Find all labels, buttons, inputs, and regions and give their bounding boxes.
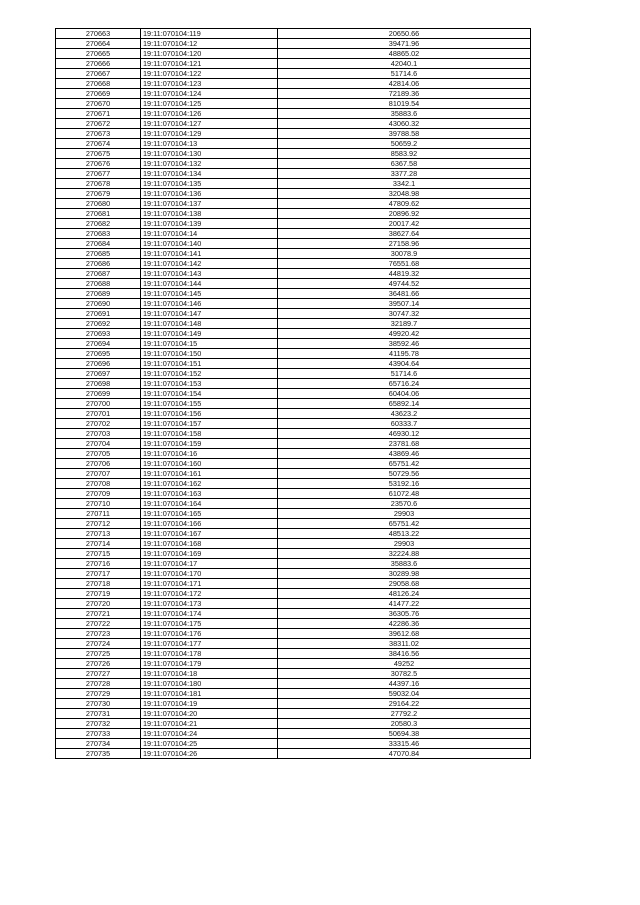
row-number-cell: 270678 <box>56 179 141 189</box>
cadastral-number-cell: 19:11:070104:145 <box>141 289 278 299</box>
row-number-cell: 270667 <box>56 69 141 79</box>
cadastral-number-cell: 19:11:070104:127 <box>141 119 278 129</box>
row-number-cell: 270697 <box>56 369 141 379</box>
table-row <box>56 249 531 259</box>
cadastral-number-cell: 19:11:070104:166 <box>141 519 278 529</box>
table-row <box>56 579 531 589</box>
value-cell: 42040.1 <box>278 59 531 69</box>
cadastral-number-cell: 19:11:070104:163 <box>141 489 278 499</box>
value-cell: 38592.46 <box>278 339 531 349</box>
table-row <box>56 559 531 569</box>
value-cell: 53192.16 <box>278 479 531 489</box>
value-cell: 29903 <box>278 539 531 549</box>
cadastral-number-cell: 19:11:070104:157 <box>141 419 278 429</box>
table-row <box>56 739 531 749</box>
value-cell: 46930.12 <box>278 429 531 439</box>
row-number-cell: 270684 <box>56 239 141 249</box>
cadastral-number-cell: 19:11:070104:141 <box>141 249 278 259</box>
row-number-cell: 270679 <box>56 189 141 199</box>
cadastral-number-cell: 19:11:070104:12 <box>141 39 278 49</box>
row-number-cell: 270693 <box>56 329 141 339</box>
value-cell: 44397.16 <box>278 679 531 689</box>
table-row <box>56 259 531 269</box>
cadastral-number-cell: 19:11:070104:148 <box>141 319 278 329</box>
value-cell: 38627.64 <box>278 229 531 239</box>
table-row <box>56 189 531 199</box>
cadastral-number-cell: 19:11:070104:136 <box>141 189 278 199</box>
cadastral-number-cell: 19:11:070104:159 <box>141 439 278 449</box>
value-cell: 51714.6 <box>278 69 531 79</box>
cadastral-number-cell: 19:11:070104:122 <box>141 69 278 79</box>
cadastral-number-cell: 19:11:070104:151 <box>141 359 278 369</box>
value-cell: 32048.98 <box>278 189 531 199</box>
table-row <box>56 369 531 379</box>
value-cell: 41195.78 <box>278 349 531 359</box>
table-row <box>56 219 531 229</box>
row-number-cell: 270715 <box>56 549 141 559</box>
table-row <box>56 419 531 429</box>
cadastral-number-cell: 19:11:070104:24 <box>141 729 278 739</box>
row-number-cell: 270730 <box>56 699 141 709</box>
row-number-cell: 270714 <box>56 539 141 549</box>
value-cell: 49744.52 <box>278 279 531 289</box>
row-number-cell: 270704 <box>56 439 141 449</box>
value-cell: 20896.92 <box>278 209 531 219</box>
row-number-cell: 270672 <box>56 119 141 129</box>
row-number-cell: 270671 <box>56 109 141 119</box>
table-row <box>56 639 531 649</box>
value-cell: 20580.3 <box>278 719 531 729</box>
table-row <box>56 349 531 359</box>
row-number-cell: 270687 <box>56 269 141 279</box>
row-number-cell: 270718 <box>56 579 141 589</box>
value-cell: 30782.5 <box>278 669 531 679</box>
cadastral-number-cell: 19:11:070104:169 <box>141 549 278 559</box>
row-number-cell: 270694 <box>56 339 141 349</box>
table-row <box>56 149 531 159</box>
cadastral-number-cell: 19:11:070104:13 <box>141 139 278 149</box>
row-number-cell: 270676 <box>56 159 141 169</box>
row-number-cell: 270712 <box>56 519 141 529</box>
cadastral-number-cell: 19:11:070104:132 <box>141 159 278 169</box>
cadastral-number-cell: 19:11:070104:140 <box>141 239 278 249</box>
row-number-cell: 270724 <box>56 639 141 649</box>
value-cell: 29164.22 <box>278 699 531 709</box>
table-row <box>56 709 531 719</box>
row-number-cell: 270670 <box>56 99 141 109</box>
cadastral-number-cell: 19:11:070104:124 <box>141 89 278 99</box>
value-cell: 59032.04 <box>278 689 531 699</box>
table-row <box>56 89 531 99</box>
cadastral-number-cell: 19:11:070104:181 <box>141 689 278 699</box>
value-cell: 48513.22 <box>278 529 531 539</box>
table-row <box>56 479 531 489</box>
table-row <box>56 389 531 399</box>
table-row <box>56 269 531 279</box>
table-row <box>56 519 531 529</box>
row-number-cell: 270688 <box>56 279 141 289</box>
row-number-cell: 270719 <box>56 589 141 599</box>
table-row <box>56 379 531 389</box>
table-body <box>56 29 531 759</box>
value-cell: 43060.32 <box>278 119 531 129</box>
cadastral-number-cell: 19:11:070104:155 <box>141 399 278 409</box>
table-row <box>56 449 531 459</box>
value-cell: 41477.22 <box>278 599 531 609</box>
row-number-cell: 270723 <box>56 629 141 639</box>
table-row <box>56 119 531 129</box>
table-row <box>56 569 531 579</box>
cadastral-number-cell: 19:11:070104:175 <box>141 619 278 629</box>
value-cell: 27158.96 <box>278 239 531 249</box>
value-cell: 29903 <box>278 509 531 519</box>
table-row <box>56 399 531 409</box>
row-number-cell: 270683 <box>56 229 141 239</box>
cadastral-number-cell: 19:11:070104:153 <box>141 379 278 389</box>
row-number-cell: 270727 <box>56 669 141 679</box>
row-number-cell: 270733 <box>56 729 141 739</box>
cadastral-number-cell: 19:11:070104:154 <box>141 389 278 399</box>
table-row <box>56 299 531 309</box>
row-number-cell: 270735 <box>56 749 141 759</box>
cadastral-number-cell: 19:11:070104:18 <box>141 669 278 679</box>
table-row <box>56 199 531 209</box>
row-number-cell: 270698 <box>56 379 141 389</box>
table-row <box>56 659 531 669</box>
cadastral-number-cell: 19:11:070104:135 <box>141 179 278 189</box>
value-cell: 48126.24 <box>278 589 531 599</box>
table-row <box>56 589 531 599</box>
cadastral-number-cell: 19:11:070104:17 <box>141 559 278 569</box>
table-row <box>56 699 531 709</box>
table-row <box>56 649 531 659</box>
value-cell: 36305.76 <box>278 609 531 619</box>
table-row <box>56 129 531 139</box>
value-cell: 72189.36 <box>278 89 531 99</box>
value-cell: 20650.66 <box>278 29 531 39</box>
row-number-cell: 270668 <box>56 79 141 89</box>
cadastral-number-cell: 19:11:070104:174 <box>141 609 278 619</box>
cadastral-number-cell: 19:11:070104:167 <box>141 529 278 539</box>
cadastral-number-cell: 19:11:070104:14 <box>141 229 278 239</box>
row-number-cell: 270673 <box>56 129 141 139</box>
table-row <box>56 689 531 699</box>
cadastral-number-cell: 19:11:070104:152 <box>141 369 278 379</box>
cadastral-number-cell: 19:11:070104:150 <box>141 349 278 359</box>
cadastral-number-cell: 19:11:070104:125 <box>141 99 278 109</box>
table-row <box>56 429 531 439</box>
value-cell: 39788.58 <box>278 129 531 139</box>
cadastral-number-cell: 19:11:070104:139 <box>141 219 278 229</box>
row-number-cell: 270689 <box>56 289 141 299</box>
value-cell: 49920.42 <box>278 329 531 339</box>
table-row <box>56 109 531 119</box>
table-row <box>56 509 531 519</box>
value-cell: 49252 <box>278 659 531 669</box>
table-row <box>56 209 531 219</box>
value-cell: 35883.6 <box>278 559 531 569</box>
table-row <box>56 489 531 499</box>
value-cell: 38311.02 <box>278 639 531 649</box>
table-row <box>56 309 531 319</box>
table-row <box>56 549 531 559</box>
cadastral-number-cell: 19:11:070104:21 <box>141 719 278 729</box>
row-number-cell: 270713 <box>56 529 141 539</box>
value-cell: 36481.66 <box>278 289 531 299</box>
table-row <box>56 619 531 629</box>
row-number-cell: 270700 <box>56 399 141 409</box>
value-cell: 44819.32 <box>278 269 531 279</box>
table-row <box>56 459 531 469</box>
cadastral-number-cell: 19:11:070104:134 <box>141 169 278 179</box>
value-cell: 42286.36 <box>278 619 531 629</box>
cadastral-number-cell: 19:11:070104:164 <box>141 499 278 509</box>
cadastral-number-cell: 19:11:070104:129 <box>141 129 278 139</box>
row-number-cell: 270690 <box>56 299 141 309</box>
cadastral-number-cell: 19:11:070104:177 <box>141 639 278 649</box>
row-number-cell: 270674 <box>56 139 141 149</box>
row-number-cell: 270734 <box>56 739 141 749</box>
row-number-cell: 270731 <box>56 709 141 719</box>
table-row <box>56 289 531 299</box>
row-number-cell: 270675 <box>56 149 141 159</box>
value-cell: 39612.68 <box>278 629 531 639</box>
row-number-cell: 270691 <box>56 309 141 319</box>
table-row <box>56 139 531 149</box>
table-row <box>56 729 531 739</box>
row-number-cell: 270709 <box>56 489 141 499</box>
cadastral-number-cell: 19:11:070104:25 <box>141 739 278 749</box>
value-cell: 33315.46 <box>278 739 531 749</box>
value-cell: 39507.14 <box>278 299 531 309</box>
row-number-cell: 270708 <box>56 479 141 489</box>
cadastral-number-cell: 19:11:070104:120 <box>141 49 278 59</box>
table-row <box>56 179 531 189</box>
value-cell: 61072.48 <box>278 489 531 499</box>
table-row <box>56 629 531 639</box>
table-row <box>56 539 531 549</box>
table-row <box>56 529 531 539</box>
table-row <box>56 169 531 179</box>
cadastral-number-cell: 19:11:070104:126 <box>141 109 278 119</box>
value-cell: 35883.6 <box>278 109 531 119</box>
cadastral-number-cell: 19:11:070104:121 <box>141 59 278 69</box>
row-number-cell: 270707 <box>56 469 141 479</box>
value-cell: 60333.7 <box>278 419 531 429</box>
cadastral-number-cell: 19:11:070104:143 <box>141 269 278 279</box>
table-row <box>56 409 531 419</box>
value-cell: 32224.88 <box>278 549 531 559</box>
row-number-cell: 270665 <box>56 49 141 59</box>
row-number-cell: 270677 <box>56 169 141 179</box>
table-row <box>56 749 531 759</box>
row-number-cell: 270706 <box>56 459 141 469</box>
value-cell: 65751.42 <box>278 459 531 469</box>
value-cell: 27792.2 <box>278 709 531 719</box>
row-number-cell: 270705 <box>56 449 141 459</box>
value-cell: 23781.68 <box>278 439 531 449</box>
data-table <box>55 28 531 759</box>
value-cell: 47809.62 <box>278 199 531 209</box>
row-number-cell: 270686 <box>56 259 141 269</box>
value-cell: 43904.64 <box>278 359 531 369</box>
cadastral-number-cell: 19:11:070104:119 <box>141 29 278 39</box>
cadastral-number-cell: 19:11:070104:15 <box>141 339 278 349</box>
cadastral-number-cell: 19:11:070104:180 <box>141 679 278 689</box>
cadastral-number-cell: 19:11:070104:170 <box>141 569 278 579</box>
cadastral-number-cell: 19:11:070104:168 <box>141 539 278 549</box>
value-cell: 81019.54 <box>278 99 531 109</box>
cadastral-number-cell: 19:11:070104:144 <box>141 279 278 289</box>
cadastral-number-cell: 19:11:070104:176 <box>141 629 278 639</box>
cadastral-number-cell: 19:11:070104:16 <box>141 449 278 459</box>
value-cell: 30747.32 <box>278 309 531 319</box>
table-row <box>56 49 531 59</box>
row-number-cell: 270728 <box>56 679 141 689</box>
value-cell: 76551.68 <box>278 259 531 269</box>
value-cell: 43623.2 <box>278 409 531 419</box>
table-row <box>56 279 531 289</box>
row-number-cell: 270726 <box>56 659 141 669</box>
cadastral-number-cell: 19:11:070104:123 <box>141 79 278 89</box>
cadastral-number-cell: 19:11:070104:158 <box>141 429 278 439</box>
table-row <box>56 99 531 109</box>
value-cell: 30078.9 <box>278 249 531 259</box>
table-row <box>56 669 531 679</box>
value-cell: 60404.06 <box>278 389 531 399</box>
value-cell: 65751.42 <box>278 519 531 529</box>
row-number-cell: 270680 <box>56 199 141 209</box>
cadastral-number-cell: 19:11:070104:171 <box>141 579 278 589</box>
table-row <box>56 39 531 49</box>
value-cell: 6367.58 <box>278 159 531 169</box>
table-row <box>56 339 531 349</box>
row-number-cell: 270699 <box>56 389 141 399</box>
value-cell: 3342.1 <box>278 179 531 189</box>
table-row <box>56 719 531 729</box>
value-cell: 43869.46 <box>278 449 531 459</box>
table-row <box>56 439 531 449</box>
table-row <box>56 499 531 509</box>
table-row <box>56 359 531 369</box>
cadastral-number-cell: 19:11:070104:147 <box>141 309 278 319</box>
value-cell: 20017.42 <box>278 219 531 229</box>
value-cell: 47070.84 <box>278 749 531 759</box>
row-number-cell: 270685 <box>56 249 141 259</box>
cadastral-number-cell: 19:11:070104:178 <box>141 649 278 659</box>
row-number-cell: 270732 <box>56 719 141 729</box>
value-cell: 38416.56 <box>278 649 531 659</box>
cadastral-number-cell: 19:11:070104:130 <box>141 149 278 159</box>
row-number-cell: 270666 <box>56 59 141 69</box>
cadastral-number-cell: 19:11:070104:142 <box>141 259 278 269</box>
table-row <box>56 159 531 169</box>
value-cell: 29058.68 <box>278 579 531 589</box>
cadastral-number-cell: 19:11:070104:137 <box>141 199 278 209</box>
cadastral-number-cell: 19:11:070104:156 <box>141 409 278 419</box>
cadastral-number-cell: 19:11:070104:179 <box>141 659 278 669</box>
table-row <box>56 679 531 689</box>
cadastral-number-cell: 19:11:070104:138 <box>141 209 278 219</box>
row-number-cell: 270722 <box>56 619 141 629</box>
row-number-cell: 270701 <box>56 409 141 419</box>
table-row <box>56 599 531 609</box>
table-row <box>56 609 531 619</box>
table-row <box>56 69 531 79</box>
cadastral-number-cell: 19:11:070104:173 <box>141 599 278 609</box>
table-row <box>56 79 531 89</box>
value-cell: 30289.98 <box>278 569 531 579</box>
table-row <box>56 469 531 479</box>
row-number-cell: 270664 <box>56 39 141 49</box>
row-number-cell: 270669 <box>56 89 141 99</box>
row-number-cell: 270717 <box>56 569 141 579</box>
value-cell: 65892.14 <box>278 399 531 409</box>
row-number-cell: 270725 <box>56 649 141 659</box>
row-number-cell: 270692 <box>56 319 141 329</box>
value-cell: 50694.38 <box>278 729 531 739</box>
table-row <box>56 319 531 329</box>
table-row <box>56 239 531 249</box>
row-number-cell: 270721 <box>56 609 141 619</box>
row-number-cell: 270663 <box>56 29 141 39</box>
value-cell: 3377.28 <box>278 169 531 179</box>
value-cell: 65716.24 <box>278 379 531 389</box>
row-number-cell: 270729 <box>56 689 141 699</box>
row-number-cell: 270702 <box>56 419 141 429</box>
cadastral-number-cell: 19:11:070104:172 <box>141 589 278 599</box>
row-number-cell: 270696 <box>56 359 141 369</box>
value-cell: 50729.56 <box>278 469 531 479</box>
row-number-cell: 270710 <box>56 499 141 509</box>
value-cell: 32189.7 <box>278 319 531 329</box>
value-cell: 23570.6 <box>278 499 531 509</box>
cadastral-number-cell: 19:11:070104:165 <box>141 509 278 519</box>
table-row <box>56 329 531 339</box>
row-number-cell: 270695 <box>56 349 141 359</box>
value-cell: 39471.96 <box>278 39 531 49</box>
table-row <box>56 29 531 39</box>
value-cell: 42814.06 <box>278 79 531 89</box>
row-number-cell: 270703 <box>56 429 141 439</box>
cadastral-number-cell: 19:11:070104:161 <box>141 469 278 479</box>
cadastral-number-cell: 19:11:070104:162 <box>141 479 278 489</box>
value-cell: 51714.6 <box>278 369 531 379</box>
table-row <box>56 229 531 239</box>
value-cell: 50659.2 <box>278 139 531 149</box>
table-row <box>56 59 531 69</box>
cadastral-number-cell: 19:11:070104:20 <box>141 709 278 719</box>
row-number-cell: 270716 <box>56 559 141 569</box>
row-number-cell: 270682 <box>56 219 141 229</box>
row-number-cell: 270681 <box>56 209 141 219</box>
cadastral-number-cell: 19:11:070104:146 <box>141 299 278 309</box>
cadastral-number-cell: 19:11:070104:160 <box>141 459 278 469</box>
value-cell: 48865.02 <box>278 49 531 59</box>
row-number-cell: 270711 <box>56 509 141 519</box>
value-cell: 8583.92 <box>278 149 531 159</box>
row-number-cell: 270720 <box>56 599 141 609</box>
cadastral-number-cell: 19:11:070104:19 <box>141 699 278 709</box>
cadastral-number-cell: 19:11:070104:26 <box>141 749 278 759</box>
cadastral-number-cell: 19:11:070104:149 <box>141 329 278 339</box>
